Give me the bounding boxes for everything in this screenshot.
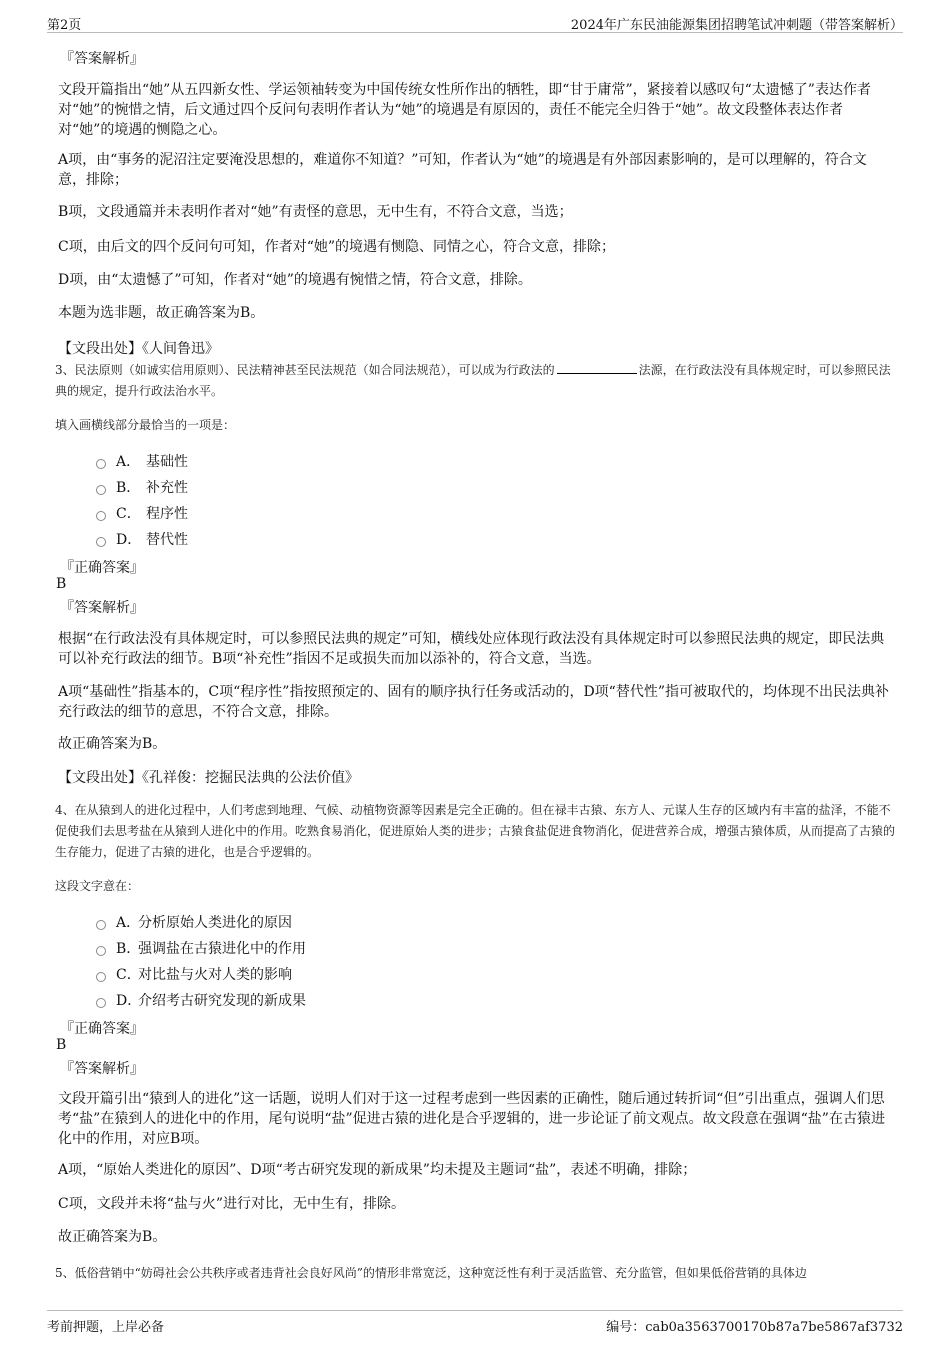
q3-option-b[interactable] <box>96 477 188 497</box>
q2-analysis-paragraph: D项，由“太遗憾了”可知，作者对“她”的境遇有惋惜之情，符合文意，排除。 <box>58 272 532 288</box>
q3-stem-text: 3、民法原则（如诚实信用原则）、民法精神甚至民法规范（如合同法规范），可以成为行政法的 <box>55 363 555 377</box>
page-footer <box>47 1310 903 1337</box>
q2-analysis-paragraph: 本题为选非题，故正确答案为B。 <box>58 305 265 321</box>
option-text: 强调盐在古猿进化中的作用 <box>138 941 306 957</box>
q5-stem: 5、低俗营销中“妨碍社会公共秩序或者违背社会良好风尚”的情形非常宽泛，这种宽泛性有利于灵活监管、充分监管，但如果低俗营销的具体边 <box>55 1266 807 1280</box>
option-text: 分析原始人类进化的原因 <box>138 915 292 931</box>
q4-prompt: 这段文字意在： <box>55 879 140 893</box>
radio-icon[interactable] <box>96 511 106 521</box>
option-text: 基础性 <box>146 454 188 470</box>
q4-answer-label: 『正确答案』 <box>60 1021 144 1037</box>
document-id: 编号：cab0a3563700170b87a7be5867af3732 <box>606 1320 903 1335</box>
radio-icon[interactable] <box>96 972 106 982</box>
q3-option-c[interactable] <box>96 503 188 523</box>
page-header <box>47 10 903 33</box>
q4-stem: 4、在从猿到人的进化过程中，人们考虑到地理、气候、动植物资源等因素是完全正确的。但在禄丰古猿、东方人、元谋人生存的区域内有丰富的盐泽，不能不促使我们去思考盐在从猿到人进化中的作用。吃熟食易消化，促进原始人类的进步；古猿食盐促进食物消化，促进营养合成，增强古猿体质，从而提高了古猿的生存能力，促进了古猿的进化，也是合乎逻辑的。 <box>55 803 896 859</box>
fill-blank <box>557 361 637 374</box>
option-letter: A． <box>116 915 141 931</box>
page-number: 第2页 <box>47 18 82 33</box>
q2-analysis-paragraph: C项，由后文的四个反问句可知，作者对“她”的境遇有恻隐、同情之心，符合文意，排除； <box>58 239 616 255</box>
radio-icon[interactable] <box>96 946 106 956</box>
option-letter: C． <box>116 506 141 522</box>
q3-answer-label: 『正确答案』 <box>60 560 144 576</box>
q2-analysis-paragraph: 文段开篇指出“她”从五四新女性、学运领袖转变为中国传统女性所作出的牺牲，即“甘于庸常”，紧接着以感叹句“太遗憾了”表达作者对“她”的惋惜之情，后文通过四个反问句表明作者认为“她”的境遇是有原因的，责任不能完全归咎于“她”。故文段整体表达作者对“她”的境遇的恻隐之心。 <box>58 82 871 138</box>
q3-analysis-paragraph: 故正确答案为B。 <box>58 736 167 752</box>
q4-analysis-paragraph: A项，“原始人类进化的原因”、D项“考古研究发现的新成果”均未提及主题词“盐”，表述不明确，排除； <box>58 1162 697 1178</box>
radio-icon[interactable] <box>96 920 106 930</box>
q3-analysis-label: 『答案解析』 <box>60 600 144 616</box>
radio-icon[interactable] <box>96 459 106 469</box>
q3-answer: B <box>56 576 67 592</box>
option-letter: D． <box>116 993 142 1009</box>
q3-option-a[interactable] <box>96 451 188 471</box>
option-text: 对比盐与火对人类的影响 <box>138 967 292 983</box>
q4-option-b[interactable] <box>96 938 306 958</box>
q3-stem <box>55 360 895 402</box>
option-letter: D． <box>116 532 142 548</box>
q3-option-d[interactable] <box>96 529 188 549</box>
q4-analysis-label: 『答案解析』 <box>60 1061 144 1077</box>
q3-stem-text: 法源，在行政法没有具体规定时，可以参照民法典的规定，提升行政法治水平。 <box>55 363 891 398</box>
q3-source: 【文段出处】《孔祥俊：挖掘民法典的公法价值》 <box>58 770 359 786</box>
q4-option-d[interactable] <box>96 990 306 1010</box>
q4-analysis-paragraph: 文段开篇引出“猿到人的进化”这一话题，说明人们对于这一过程考虑到一些因素的正确性，随后通过转折词“但”引出重点，强调人们思考“盐”在猿到人的进化中的作用，尾句说明“盐”促进古猿的进化是合乎逻辑的，进一步论证了前文观点。故文段意在强调“盐”在古猿进化中的作用，对应B项。 <box>58 1091 885 1147</box>
q3-analysis-paragraph: A项“基础性”指基本的，C项“程序性”指按照预定的、固有的顺序执行任务或活动的，D项“替代性”指可被取代的，均体现不出民法典补充行政法的细节的意思，不符合文意，排除。 <box>58 684 889 720</box>
q4-answer: B <box>56 1037 67 1053</box>
q4-analysis-paragraph: C项，文段并未将“盐与火”进行对比，无中生有，排除。 <box>58 1196 406 1212</box>
option-text: 程序性 <box>146 506 188 522</box>
document-title: 2024年广东民油能源集团招聘笔试冲刺题（带答案解析） <box>570 18 903 33</box>
radio-icon[interactable] <box>96 998 106 1008</box>
q2-analysis-label: 『答案解析』 <box>60 51 144 67</box>
q2-analysis-paragraph: A项，由“事务的泥沼注定要淹没思想的，难道你不知道？”可知，作者认为“她”的境遇是有外部因素影响的，是可以理解的，符合文意，排除； <box>58 152 867 188</box>
option-letter: B． <box>116 941 141 957</box>
option-letter: A． <box>116 454 141 470</box>
option-text: 补充性 <box>146 480 188 496</box>
q2-analysis-paragraph: B项，文段通篇并未表明作者对“她”有责怪的意思，无中生有，不符合文意，当选； <box>58 204 573 220</box>
q4-option-a[interactable] <box>96 912 292 932</box>
radio-icon[interactable] <box>96 537 106 547</box>
q3-analysis-paragraph: 根据“在行政法没有具体规定时，可以参照民法典的规定”可知，横线处应体现行政法没有具体规定时可以参照民法典的规定，即民法典可以补充行政法的细节。B项“补充性”指因不足或损失而加以添补的，符合文意，当选。 <box>58 631 885 667</box>
option-letter: B． <box>116 480 141 496</box>
q2-source: 【文段出处】《人间鲁迅》 <box>58 341 219 357</box>
q4-option-c[interactable] <box>96 964 292 984</box>
q3-prompt: 填入画横线部分最恰当的一项是： <box>55 418 236 432</box>
option-text: 替代性 <box>146 532 188 548</box>
radio-icon[interactable] <box>96 485 106 495</box>
option-text: 介绍考古研究发现的新成果 <box>138 993 306 1009</box>
footer-slogan: 考前押题，上岸必备 <box>47 1320 165 1335</box>
q4-analysis-paragraph: 故正确答案为B。 <box>58 1229 167 1245</box>
option-letter: C． <box>116 967 141 983</box>
